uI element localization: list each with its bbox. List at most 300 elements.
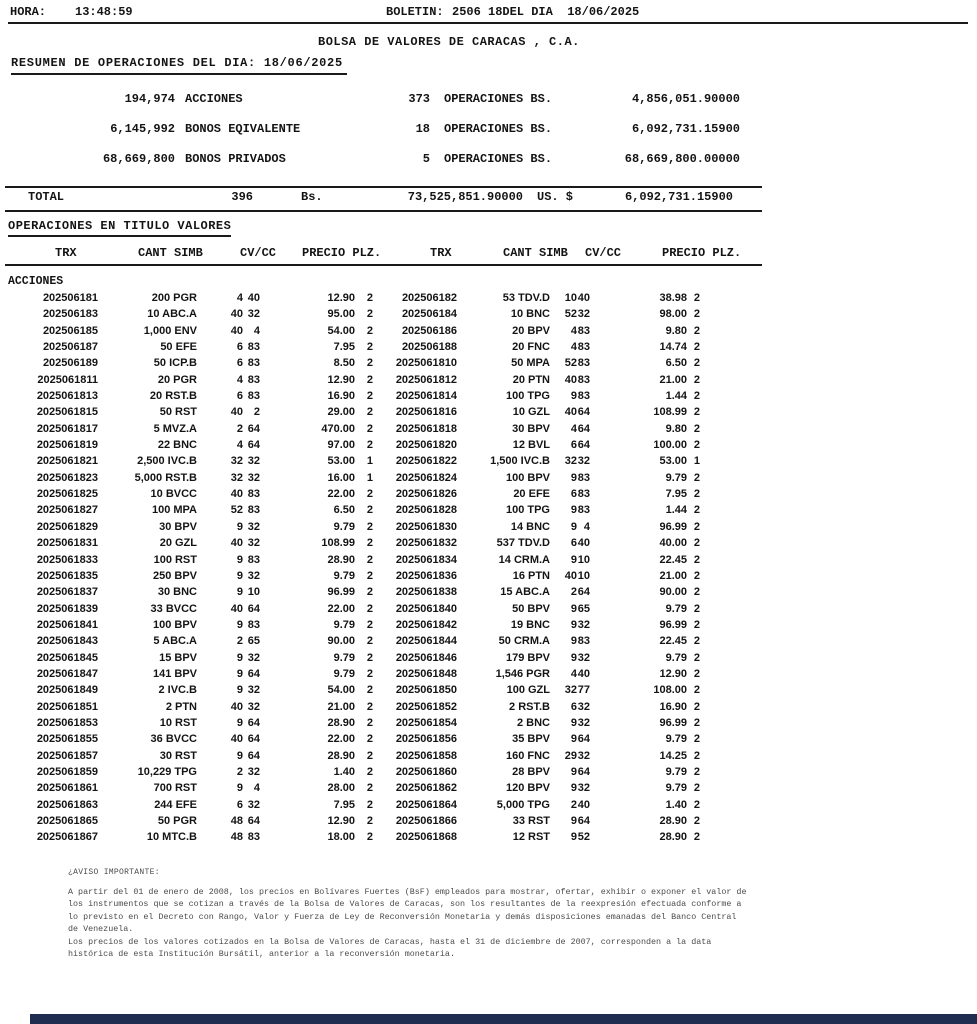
op-cell: 2 [693,684,700,697]
op-cell: 9 [236,667,243,680]
op-cell: 20 PTN [512,373,550,386]
op-cell: 2 [693,537,700,550]
op-cell: 6 [570,700,577,713]
op-cell: 2025061818 [395,422,457,435]
op-cell: 2 [366,520,373,533]
op-cell: 2025061826 [395,488,457,501]
op-cell: 2 [366,618,373,631]
op-cell: 108.99 [653,406,687,419]
summary-cell: ACCIONES [185,92,243,106]
group-label-acciones: ACCIONES [8,275,64,288]
op-cell: 2 [366,716,373,729]
op-cell: 20 EFE [513,488,550,501]
op-cell: 83 [247,390,260,403]
op-cell: 21.00 [327,700,355,713]
op-cell: 9 [570,618,577,631]
op-cell: 52 [564,357,577,370]
aviso-paragraph-2: Los precios de los valores cotizados en la Bolsa de Valores de Caracas, hasta el 31 de diciembre de 2007, corresponden a la data histórica de esta Institución Bursátil, anterior a la reconversión monetaria. [68,936,712,960]
op-cell: 2025061810 [395,357,457,370]
op-cell: 2 [693,667,700,680]
col-header-precio-left: PRECIO PLZ. [302,246,382,260]
op-cell: 2 [693,341,700,354]
op-cell: 2025061847 [36,667,98,680]
op-cell: 2025061831 [36,537,98,550]
op-cell: 16.90 [327,390,355,403]
op-cell: 29 [564,749,577,762]
op-cell: 2025061851 [36,700,98,713]
op-cell: 2025061858 [395,749,457,762]
op-cell: 9.79 [665,651,687,664]
op-cell: 2025061846 [395,651,457,664]
op-cell: 28.90 [327,553,355,566]
op-cell: 202506188 [401,341,457,354]
op-cell: 9 [236,716,243,729]
op-cell: 40.00 [659,537,687,550]
op-cell: 4 [583,520,590,533]
op-cell: 202506181 [42,292,98,304]
op-cell: 1 [693,455,700,468]
op-cell: 2025061837 [36,586,98,599]
op-cell: 108.99 [321,537,355,550]
op-cell: 2 PTN [165,700,197,713]
aviso-paragraph-1: A partir del 01 de enero de 2008, los precios en Bolívares Fuertes (BsF) empleados para mostrar, ofertar, exhibir o exponer el valor de los instrumentos que se cotizan a través de la Bolsa de Valores de Caracas, son los resultantes de la reexpresión efectuada conforme a lo previsto en el Decreto con Rango, Valor y Fuerza de Ley de Reconversión Monetaria y demás disposiciones emanadas del Banco Central de Venezuela. [68,887,747,935]
op-cell: 2 [693,815,700,827]
op-cell: 2 [366,504,373,517]
summary-cell: OPERACIONES BS. [444,152,553,166]
table-row [28,586,700,602]
op-cell: 2025061832 [395,537,457,550]
op-cell: 50 RST [159,406,197,419]
op-cell: 2 [570,798,577,811]
summary-cell: 373 [408,92,430,106]
summary-cell: OPERACIONES BS. [444,122,553,136]
op-cell: 2025061838 [395,586,457,599]
op-cell: 202506184 [401,308,457,321]
op-cell: 2 [693,635,700,648]
op-cell: 2025061848 [395,667,457,680]
op-cell: 2 [570,586,577,599]
op-cell: 30 BPV [512,422,550,435]
op-cell: 10,229 TPG [137,765,197,778]
op-cell: 35 BPV [512,733,550,746]
op-cell: 50 BPV [512,602,550,615]
op-cell: 12.90 [327,292,355,304]
op-cell: 2 [236,422,243,435]
op-cell: 50 PGR [157,815,197,827]
op-cell: 64 [247,716,260,729]
op-cell: 2 [366,357,373,370]
op-cell: 100 GZL [506,684,550,697]
op-cell: 30 RST [159,749,197,762]
op-cell: 2 [366,439,373,452]
op-cell: 96.99 [327,586,355,599]
op-cell: 2 [366,537,373,550]
op-cell: 53.00 [659,455,687,468]
op-cell: 202506189 [42,357,98,370]
op-cell: 50 MPA [511,357,550,370]
table-row [28,635,700,651]
table-row [28,455,700,471]
op-cell: 6.50 [333,504,355,517]
op-cell: 2025061843 [36,635,98,648]
op-cell: 2025061823 [36,471,98,484]
op-cell: 83 [247,504,260,517]
table-row [28,521,700,537]
op-cell: 2 [693,782,700,795]
op-cell: 108.00 [653,684,687,697]
op-cell: 9.80 [665,422,687,435]
operations-table [28,292,700,848]
op-cell: 83 [577,373,590,386]
op-cell: 1 [366,471,373,484]
col-header-trx-right: TRX [430,246,452,260]
op-cell: 2 [366,684,373,697]
op-cell: 12.90 [327,373,355,386]
op-cell: 50 ICP.B [153,357,197,370]
op-cell: 83 [247,488,260,501]
op-cell: 40 [577,537,590,550]
op-cell: 40 [564,373,577,386]
op-cell: 2 [693,618,700,631]
op-cell: 2025061825 [36,488,98,501]
resumen-heading: RESUMEN DE OPERACIONES DEL DIA: 18/06/2025 [11,56,347,75]
summary-table [28,92,740,182]
op-cell: 83 [247,553,260,566]
op-cell: 2025061850 [395,684,457,697]
op-cell: 32 [577,749,590,762]
op-cell: 2025061839 [36,602,98,615]
op-cell: 141 BPV [152,667,197,680]
summary-row [28,152,740,182]
op-cell: 28.90 [659,815,687,827]
column-headers-rule [5,264,762,266]
op-cell: 20 RST.B [149,390,197,403]
op-cell: 2025061811 [37,373,98,386]
op-cell: 2 [366,373,373,386]
op-cell: 2025061822 [395,455,457,468]
op-cell: 10 MTC.B [146,831,197,844]
op-cell: 4 [570,422,577,435]
op-cell: 10 RST [159,716,197,729]
table-row [28,668,700,684]
op-cell: 2 [693,406,700,419]
total-amount-bs: 73,525,851.90000 [407,190,523,204]
op-cell: 9.79 [333,520,355,533]
op-cell: 2025061854 [395,716,457,729]
op-cell: 202506183 [42,308,98,321]
table-row [28,603,700,619]
op-cell: 40 [230,700,243,713]
op-cell: 64 [577,765,590,778]
op-cell: 2025061845 [36,651,98,664]
table-row [28,652,700,668]
op-cell: 40 [230,602,243,615]
op-cell: 2025061861 [36,782,98,795]
summary-cell: BONOS PRIVADOS [185,152,286,166]
op-cell: 8.50 [333,357,355,370]
op-cell: 9 [236,618,243,631]
op-cell: 32 [577,700,590,713]
op-cell: 2 [366,324,373,337]
op-cell: 2 [693,357,700,370]
op-cell: 2 [693,488,700,501]
op-cell: 64 [247,602,260,615]
summary-cell: 68,669,800 [102,152,175,166]
op-cell: 9.79 [333,618,355,631]
op-cell: 2 [693,700,700,713]
bottom-bar [30,1014,977,1024]
op-cell: 2 [366,553,373,566]
op-cell: 2025061860 [395,765,457,778]
op-cell: 15 ABC.A [500,586,550,599]
table-row [28,831,700,847]
col-header-trx-left: TRX [55,246,77,260]
table-row [28,717,700,733]
op-cell: 83 [247,341,260,354]
op-cell: 14.25 [659,749,687,762]
op-cell: 9 [570,520,577,533]
op-cell: 14.74 [659,341,687,354]
op-cell: 64 [577,733,590,746]
total-usd-label: US. $ [537,190,574,204]
op-cell: 5 MVZ.A [153,422,197,435]
op-cell: 40 [230,308,243,321]
op-cell: 2025061859 [36,765,98,778]
op-cell: 83 [577,635,590,648]
op-cell: 64 [247,439,260,452]
op-cell: 2025061824 [395,471,457,484]
op-cell: 32 [577,716,590,729]
op-cell: 2 [693,504,700,517]
op-cell: 100.00 [653,439,687,452]
table-row [28,423,700,439]
op-cell: 95.00 [327,308,355,321]
op-cell: 2 [693,520,700,533]
op-cell: 96.99 [659,618,687,631]
op-cell: 2 [366,798,373,811]
op-cell: 2 [253,406,260,419]
op-cell: 9.79 [665,471,687,484]
aviso-title: ¿AVISO IMPORTANTE: [68,868,160,877]
op-cell: 2025061828 [395,504,457,517]
operations-section-title: OPERACIONES EN TITULO VALORES [8,219,231,237]
table-row [28,750,700,766]
op-cell: 4 [236,373,243,386]
op-cell: 250 BPV [152,569,197,582]
op-cell: 120 BPV [505,782,550,795]
summary-row [28,92,740,122]
op-cell: 6 [570,488,577,501]
op-cell: 7.95 [665,488,687,501]
op-cell: 40 [577,667,590,680]
op-cell: 1,546 PGR [495,667,550,680]
op-cell: 2025061820 [395,439,457,452]
op-cell: 14 CRM.A [498,553,550,566]
total-label: TOTAL [28,190,65,204]
op-cell: 2 [366,488,373,501]
op-cell: 28.00 [327,782,355,795]
op-cell: 2025061814 [395,390,457,403]
table-row [28,341,700,357]
op-cell: 50 EFE [160,341,197,354]
op-cell: 9 [570,471,577,484]
op-cell: 1.40 [665,798,687,811]
op-cell: 9 [236,553,243,566]
op-cell: 1.40 [333,765,355,778]
op-cell: 28.90 [659,831,687,844]
op-cell: 9 [570,765,577,778]
op-cell: 2025061849 [36,684,98,697]
op-cell: 28.90 [327,749,355,762]
op-cell: 40 [230,406,243,419]
op-cell: 2 [693,553,700,566]
op-cell: 40 [564,406,577,419]
op-cell: 90.00 [327,635,355,648]
op-cell: 2025061866 [395,815,457,827]
summary-cell: 68,669,800.00000 [624,152,740,166]
op-cell: 2025061821 [36,455,98,468]
summary-cell: 5 [422,152,430,166]
col-header-cvcc-right: CV/CC [585,246,622,260]
op-cell: 9 [236,586,243,599]
summary-cell: 194,974 [124,92,175,106]
op-cell: 7.95 [333,341,355,354]
op-cell: 64 [247,422,260,435]
top-rule [8,22,968,24]
op-cell: 5 ABC.A [153,635,197,648]
table-row [28,799,700,815]
table-row [28,406,700,422]
op-cell: 2025061813 [36,390,98,403]
table-row [28,439,700,455]
summary-cell: 6,145,992 [110,122,175,136]
op-cell: 9 [570,831,577,844]
op-cell: 2 [366,765,373,778]
op-cell: 83 [247,373,260,386]
op-cell: 30 BNC [157,586,197,599]
boletin-label: BOLETIN: [386,5,444,19]
op-cell: 9 [570,716,577,729]
table-row [28,488,700,504]
op-cell: 7.95 [333,798,355,811]
op-cell: 2025061867 [36,831,98,844]
op-cell: 2025061830 [395,520,457,533]
hora-value: 13:48:59 [75,5,133,19]
op-cell: 97.00 [327,439,355,452]
op-cell: 48 [230,815,243,827]
op-cell: 12.90 [659,667,687,680]
op-cell: 9 [570,553,577,566]
summary-cell: 4,856,051.90000 [631,92,740,106]
op-cell: 2025061862 [395,782,457,795]
op-cell: 40 [230,733,243,746]
op-cell: 54.00 [327,324,355,337]
op-cell: 64 [577,406,590,419]
op-cell: 33 BVCC [150,602,197,615]
op-cell: 2 [236,635,243,648]
op-cell: 2025061829 [36,520,98,533]
col-header-cant-left: CANT SIMB [138,246,203,260]
op-cell: 2 [693,422,700,435]
op-cell: 83 [577,488,590,501]
op-cell: 2 [693,569,700,582]
op-cell: 32 [247,520,260,533]
op-cell: 100 BPV [152,618,197,631]
op-cell: 2 [236,765,243,778]
op-cell: 36 BVCC [150,733,197,746]
op-cell: 6 [570,537,577,550]
op-cell: 2 [366,733,373,746]
op-cell: 4 [570,667,577,680]
op-cell: 4 [236,439,243,452]
op-cell: 22.00 [327,733,355,746]
op-cell: 2025061827 [36,504,98,517]
op-cell: 10 [564,292,577,304]
op-cell: 10 GZL [512,406,550,419]
op-cell: 2 [366,782,373,795]
op-cell: 20 FNC [512,341,550,354]
op-cell: 22 BNC [157,439,197,452]
op-cell: 40 [247,292,260,304]
op-cell: 202506187 [42,341,98,354]
op-cell: 9 [570,651,577,664]
op-cell: 2 [693,308,700,321]
op-cell: 9 [570,815,577,827]
op-cell: 64 [577,439,590,452]
op-cell: 9 [236,684,243,697]
op-cell: 470.00 [321,422,355,435]
table-row [28,701,700,717]
op-cell: 2025061864 [395,798,457,811]
op-cell: 52 [230,504,243,517]
op-cell: 100 TPG [505,390,550,403]
op-cell: 1.44 [665,504,687,517]
op-cell: 2025061842 [395,618,457,631]
op-cell: 2 [366,602,373,615]
op-cell: 32 [577,651,590,664]
summary-cell: OPERACIONES BS. [444,92,553,106]
op-cell: 83 [577,471,590,484]
op-cell: 2 [366,406,373,419]
table-row [28,292,700,308]
op-cell: 83 [577,357,590,370]
op-cell: 4 [253,324,260,337]
op-cell: 64 [577,586,590,599]
op-cell: 2 [693,749,700,762]
op-cell: 64 [247,733,260,746]
op-cell: 64 [247,749,260,762]
op-cell: 2 [366,390,373,403]
op-cell: 2025061857 [36,749,98,762]
op-cell: 2 [366,667,373,680]
op-cell: 9.79 [665,733,687,746]
op-cell: 83 [577,390,590,403]
op-cell: 200 PGR [151,292,197,304]
op-cell: 9 [570,782,577,795]
op-cell: 6 [236,357,243,370]
op-cell: 4 [570,324,577,337]
op-cell: 9 [570,390,577,403]
page-title: BOLSA DE VALORES DE CARACAS , C.A. [318,35,580,49]
op-cell: 32 [564,455,577,468]
op-cell: 9.79 [333,667,355,680]
op-cell: 50 CRM.A [498,635,550,648]
op-cell: 6 [236,341,243,354]
op-cell: 65 [577,602,590,615]
table-row [28,504,700,520]
op-cell: 5,000 RST.B [134,471,197,484]
op-cell: 9.79 [665,765,687,778]
